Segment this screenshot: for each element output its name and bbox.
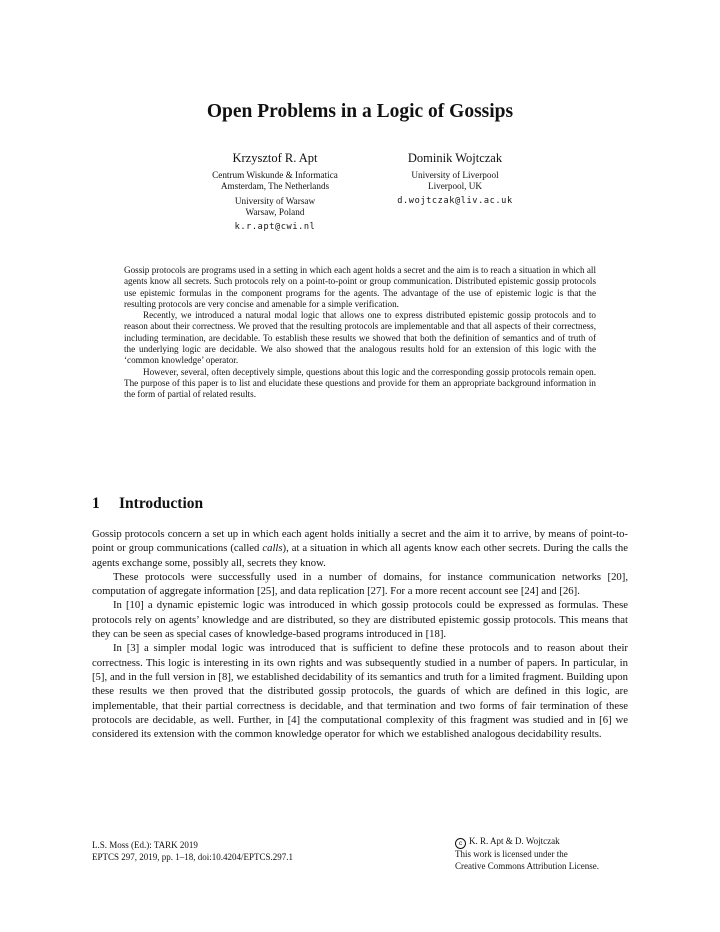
intro-paragraph: These protocols were successfully used in a number of domains, for instance communication networks [20], computation of aggregate information [25], and data replication [27]. For a more recent account see [24] and [26]. (92, 570, 628, 598)
author-affiliation-wojtczak (370, 170, 540, 192)
text-run: Gossip protocols concern a set up in which each agent holds initially a secret and the aim it to arrive, by means of point-to-point or group communications (called (92, 528, 628, 555)
affiliation-line: Liverpool, UK (427, 181, 483, 191)
copyright-holders: K. R. Apt & D. Wojtczak (469, 836, 560, 846)
footer-line (455, 836, 599, 849)
footer-publication-info (92, 840, 293, 863)
intro-paragraph: In [3] a simpler modal logic was introduced that is sufficient to define these protocols and to reason about their correctness. This logic is interesting in its own rights and was subsequently studied in a number of papers. In particular, in [5], and in the full version in [8], we established decidability of its semantics and truth for a limited fragment. Building upon these results we then proved that the distributed gossip protocols, the guards of which are defined in this logic, are implementable, that their partial correctness is decidable, and that termination and two forms of fair termination of these protocols are decidable, as well. Further, in [4] the computational complexity of this fragment was studied and in [6] we considered its extension with the common knowledge operator for which we established analogous decidability results. (92, 642, 628, 741)
affiliation-line: Centrum Wiskunde & Informatica (212, 170, 338, 180)
emphasis-text: calls (262, 542, 283, 555)
author-name-wojtczak: Dominik Wojtczak (407, 151, 503, 165)
section-heading (92, 495, 203, 513)
text-run: ), at a situation in which all agents know each other secrets. During the calls the agents exchange some, possibly all, secrets they know. (92, 542, 628, 569)
author-affiliation-apt-1 (190, 170, 360, 192)
abstract (124, 265, 596, 401)
affiliation-line: University of Warsaw (234, 196, 316, 206)
author-email-apt[interactable]: k.r.apt@cwi.nl (234, 222, 316, 232)
footer-line: EPTCS 297, 2019, pp. 1–18, doi:10.4204/EPTCS.297.1 (92, 851, 294, 862)
copyright-icon: c (455, 838, 466, 849)
author-email-wojtczak[interactable]: d.wojtczak@liv.ac.uk (397, 196, 513, 206)
section-number: 1 (92, 495, 100, 512)
abstract-paragraph: Gossip protocols are programs used in a setting in which each agent holds a secret and the aim is to reach a situation in which all agents know all secrets. Such protocols rely on a point-to-point or group communication. Distributed epistemic gossip protocols use epistemic formulas in the component programs for the agents. The advantage of the use of epistemic logic is that the resulting protocols are very concise and amenable for a simple verification. (124, 265, 596, 309)
license-link[interactable]: Creative Commons Attribution License. (455, 860, 599, 871)
section-title: Introduction (119, 495, 204, 512)
footer-line: This work is licensed under the (455, 849, 568, 859)
affiliation-line: Warsaw, Poland (245, 207, 305, 217)
intro-paragraph (92, 527, 628, 570)
intro-paragraph: In [10] a dynamic epistemic logic was introduced in which gossip protocols could be expressed as formulas. These protocols rely on agents’ knowledge and are distributed, so they are distributed epistemic gossip protocols. This means that they can be seen as special cases of knowledge-based programs introduced in [18]. (92, 599, 628, 641)
footer-line: L.S. Moss (Ed.): TARK 2019 (92, 840, 198, 850)
abstract-paragraph: However, several, often deceptively simple, questions about this logic and the corresponding gossip protocols remain open. The purpose of this paper is to list and elucidate these questions and provide for them an appropriate background information in the form of partial of related results. (124, 366, 596, 400)
introduction-body (92, 527, 628, 741)
footer-license-info (455, 836, 599, 872)
author-affiliation-apt-2 (190, 196, 360, 218)
abstract-paragraph: Recently, we introduced a natural modal logic that allows one to express distributed epistemic gossip protocols and to reason about their correctness. We proved that the resulting protocols are implementable and that all aspects of their correctness, including termination, are decidable. To establish these results we showed that both the definition of semantics and of truth of the underlying logic are decidable. We also showed that the analogous results hold for an extension of this logic with the ‘common knowledge’ operator. (124, 310, 596, 366)
paper-title: Open Problems in a Logic of Gossips (206, 101, 514, 122)
author-name-apt: Krzysztof R. Apt (232, 151, 318, 165)
affiliation-line: University of Liverpool (411, 170, 499, 180)
affiliation-line: Amsterdam, The Netherlands (220, 181, 330, 191)
